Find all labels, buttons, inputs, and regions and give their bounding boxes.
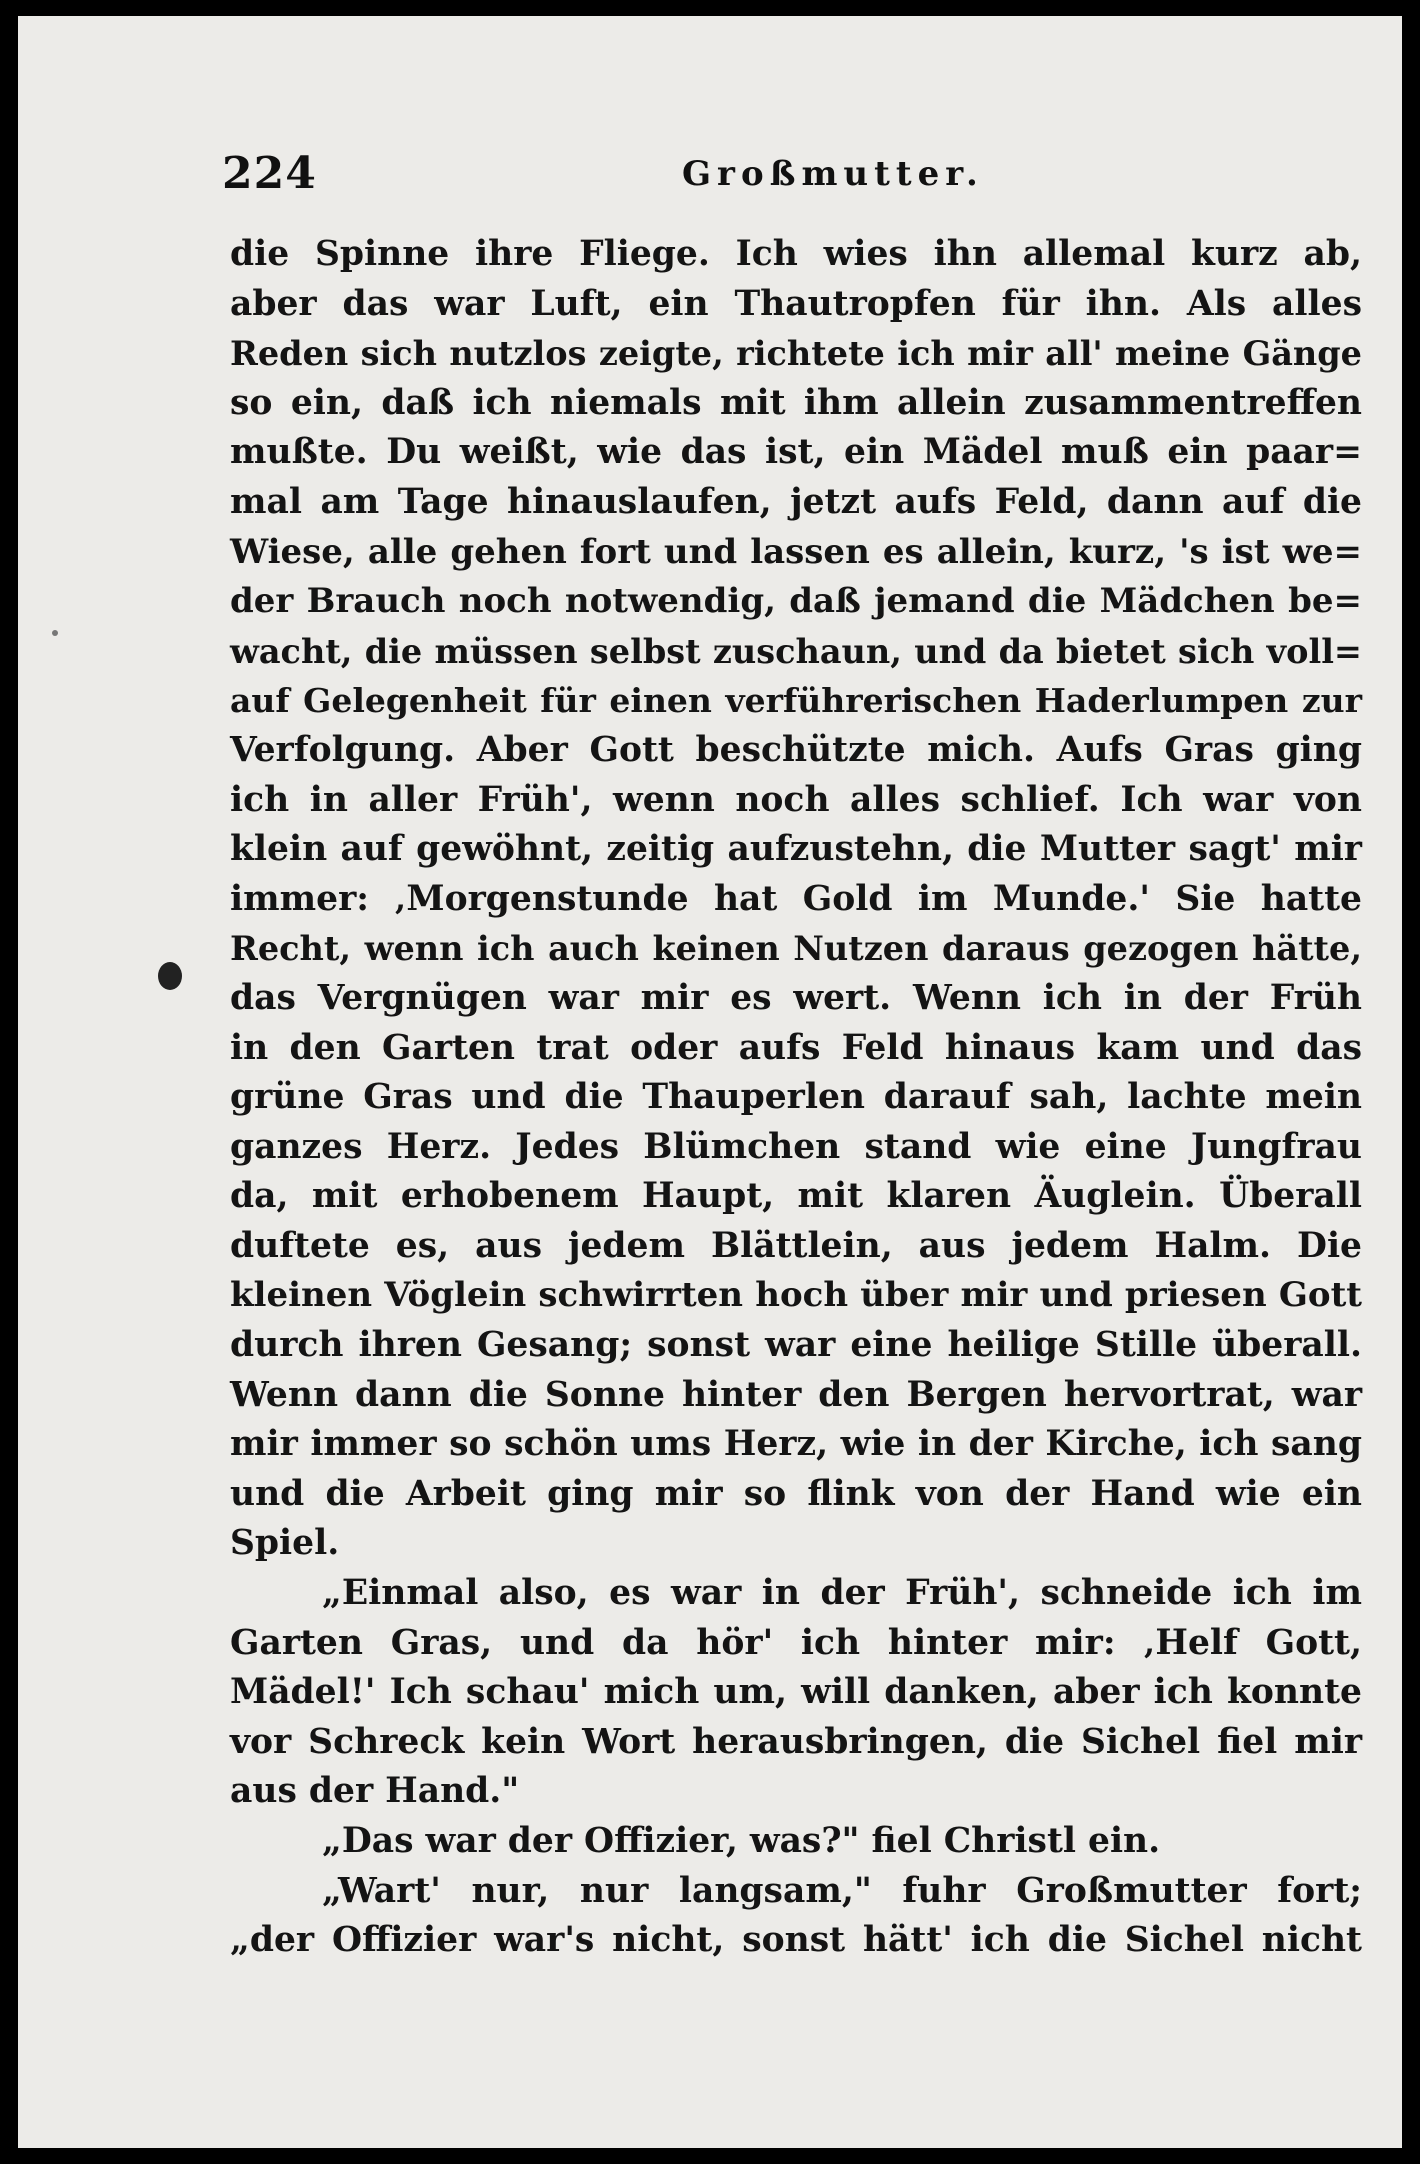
text-line: wacht, die müssen selbst zuschaun, und da bietet sich voll= — [230, 631, 1362, 671]
text-line: „Das war der Offizier, was?" fiel Christl ein. — [322, 1821, 1161, 1861]
text-line: Wenn dann die Sonne hinter den Bergen hervortrat, war — [230, 1374, 1362, 1415]
ink-speck — [52, 630, 58, 636]
text-line: grüne Gras und die Thauperlen darauf sah, lachte mein — [230, 1077, 1362, 1118]
text-line: und die Arbeit ging mir so flink von der Hand wie ein — [230, 1473, 1362, 1514]
text-line: immer: ‚Morgenstunde hat Gold im Munde.' Sie hatte — [230, 878, 1362, 919]
ink-blot — [158, 962, 182, 990]
body-text — [230, 230, 1362, 1966]
text-line: mir immer so schön ums Herz, wie in der Kirche, ich sang — [230, 1424, 1362, 1465]
text-line: so ein, daß ich niemals mit ihm allein zusammentreffen — [230, 382, 1362, 423]
text-line: Recht, wenn ich auch keinen Nutzen daraus gezogen hätte, — [230, 929, 1362, 969]
text-line: der Brauch noch notwendig, daß jemand die Mädchen be= — [230, 581, 1362, 622]
text-line: Garten Gras, und da hör' ich hinter mir: ‚Helf Gott, — [230, 1622, 1362, 1663]
text-line: mal am Tage hinauslaufen, jetzt aufs Feld, dann auf die — [230, 481, 1362, 522]
running-title: Großmutter. — [682, 154, 984, 194]
text-line: durch ihren Gesang; sonst war eine heilige Stille überall. — [230, 1325, 1362, 1366]
text-line: das Vergnügen war mir es wert. Wenn ich in der Früh — [230, 977, 1362, 1018]
text-line: Spiel. — [230, 1523, 340, 1564]
text-line: ich in aller Früh', wenn noch alles schlief. Ich war von — [230, 779, 1362, 820]
text-line: „der Offizier war's nicht, sonst hätt' ich die Sichel nicht — [230, 1920, 1362, 1961]
book-page — [18, 16, 1402, 2148]
text-line: aus der Hand." — [230, 1771, 520, 1812]
text-line: Reden sich nutzlos zeigte, richtete ich mir all' meine Gänge — [230, 334, 1362, 374]
text-line: duftete es, aus jedem Blättlein, aus jedem Halm. Die — [230, 1225, 1362, 1266]
text-line: vor Schreck kein Wort herausbringen, die Sichel fiel mir — [230, 1721, 1362, 1762]
text-line: die Spinne ihre Fliege. Ich wies ihn allemal kurz ab, — [230, 234, 1362, 274]
text-line: „Wart' nur, nur langsam," fuhr Großmutter fort; — [322, 1870, 1362, 1911]
text-line: Mädel!' Ich schau' mich um, will danken, aber ich konnte — [230, 1672, 1362, 1713]
text-line: klein auf gewöhnt, zeitig aufzustehn, die Mutter sagt' mir — [230, 829, 1362, 870]
text-line: Verfolgung. Aber Gott beschützte mich. Aufs Gras ging — [230, 729, 1362, 770]
text-line: mußte. Du weißt, wie das ist, ein Mädel muß ein paar= — [230, 432, 1362, 473]
text-line: „Einmal also, es war in der Früh', schneide ich im — [322, 1573, 1362, 1614]
text-line: da, mit erhobenem Haupt, mit klaren Äuglein. Überall — [230, 1176, 1362, 1217]
text-line: ganzes Herz. Jedes Blümchen stand wie eine Jungfrau — [230, 1126, 1362, 1167]
text-line: auf Gelegenheit für einen verführerischen Haderlumpen zur — [230, 681, 1362, 721]
page-header — [222, 148, 1362, 208]
text-line: kleinen Vöglein schwirrten hoch über mir und priesen Gott — [230, 1275, 1362, 1316]
text-line: aber das war Luft, ein Thautropfen für ihn. Als alles — [230, 283, 1362, 324]
text-line: in den Garten trat oder aufs Feld hinaus kam und das — [230, 1027, 1362, 1068]
text-line: Wiese, alle gehen fort und lassen es allein, kurz, 's ist we= — [230, 531, 1362, 572]
page-number: 224 — [222, 148, 317, 199]
